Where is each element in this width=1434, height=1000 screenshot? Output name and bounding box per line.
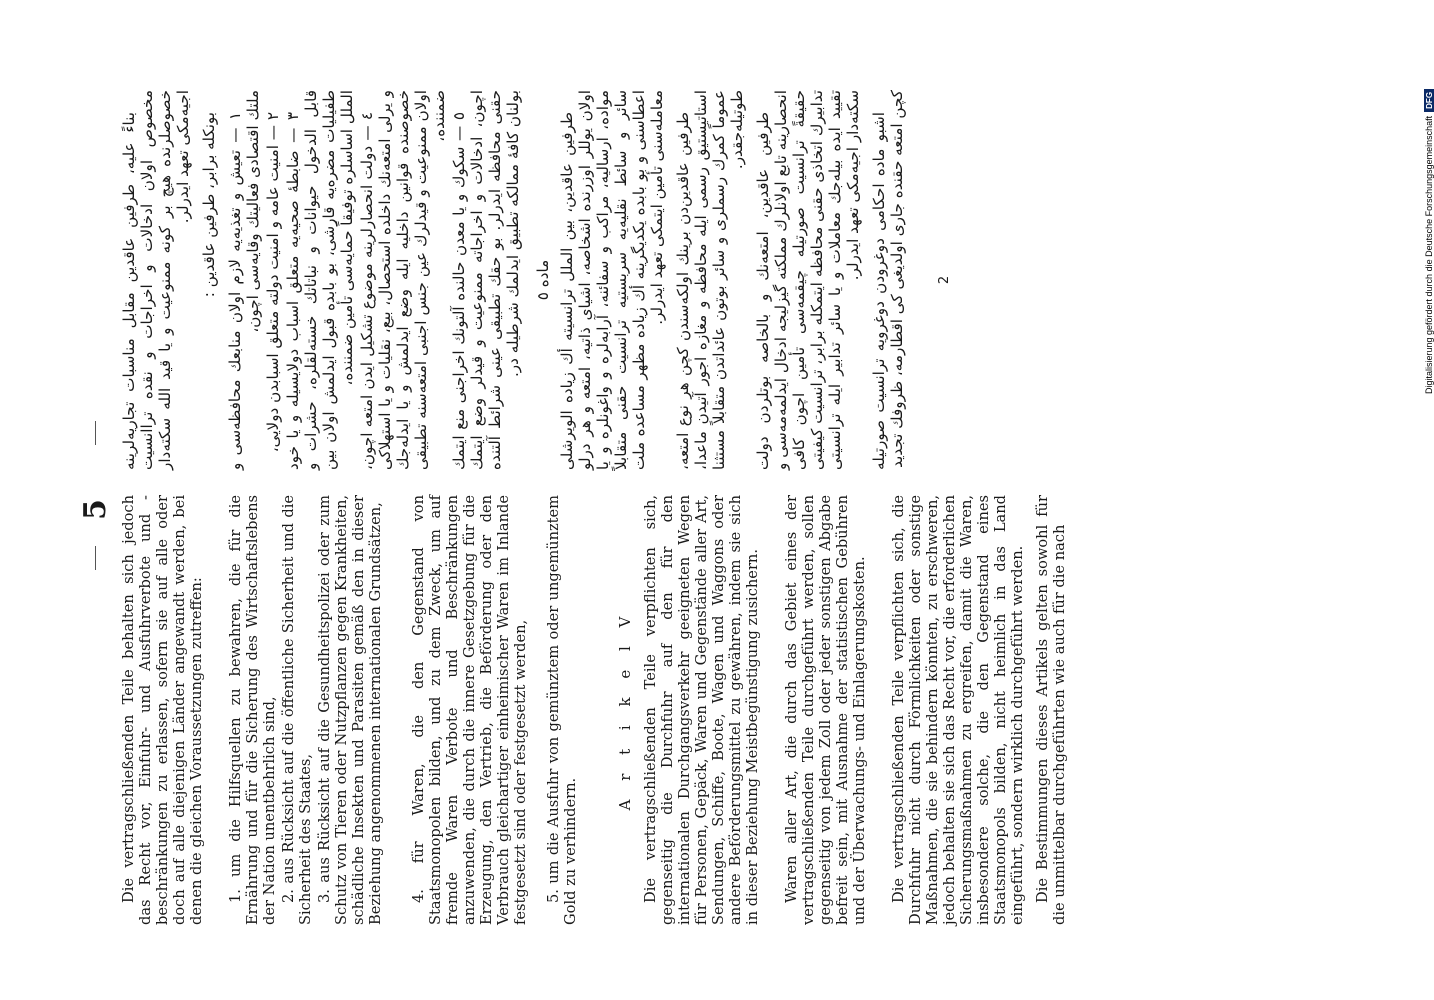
turkish-art5-para-2: طرفين عاقدين‌دن برينك اولكه‌سندن كچن هر نوع امتعه، استاتيستيق رسمى ايله محافظه و مغازه اجور آتيدن ماعدا، عموماً كمرك رسملرى و سائر بوتون عائداتدن متقابلاً مستثنا طوتيله‌جقدر. [674,90,746,470]
turkish-item-1: ١ — تعيش و تغذيه‌يه لازم اولان منابعك محافظه‌سى و ملتك اقتصادى فعاليتك وقايه‌سى اچون، [226,90,262,470]
header-dash-right [95,421,96,445]
turkish-item-5: ٥ — سكوك و يا معدن حالنده آلتونك اخراجنى منع ايتمك اچون، ادخالات و اخراجاته ممنوعيت و قيدلر وضع ايتمك حقنى محافظه ايدرلر. بو حقك تطبيقى عينى شرائط آلتنده بولنان كافهٔ ممالكه تطبيق ايدلمك شرطيله در. [450,90,522,470]
dfg-logo-icon: DFG [1424,89,1434,112]
digitization-credit [1423,6,1434,394]
turkish-item-4: ٤ — دولت انحصارلرينه موضوع تشكيل ايدن امتعه اچون، و يرلى امتعه‌نك داخلده استحصال، بيع، نقليات و يا استهلاكى خصوصنده قوانين داخليه ايله وضع ايدلمش و يا ايدلەجك اولان ممنوعيت و قيدلرك عين جنس اجنبى امتعه‌سنه تطبيقى ضمننده، [358,90,448,470]
spacer [213,495,227,925]
german-item-5: 5. um die Ausfuhr von gemünztem oder ungemünztem Gold zu verhindern. [545,495,579,925]
turkish-item-3: ٣ — ضابطهٔ صحيه‌يه متعلق اسباب دولايسيله و يا خود قابل الدخول حيوانات و نباتاتك خسته‌لقلره، حشرات و طفيليات مضره‌يه قارشى، بو بابده قبول ايدلمش اولان بين الملل اساسلره توفيقاً حمايه‌سى تأمين ضمننده، [284,90,356,470]
page-number: 5 [78,499,113,520]
german-art5-para-3: Die vertragschließenden Teile verpflichten sich, die Durchfuhr nicht durch Förmlichkeiten oder sonstige Maßnahmen, die sie behindern könnten, zu erschweren, jedoch behalten sie sich das Recht vor, die erforderlichen Sicherungsmaßnahmen zu ergreifen, damit die Waren, insbesondere solche, die den Gegenstand eines Staatsmonopols bilden, nicht heimlich in das Land eingeführt, sondern wirklich durchgeführt werden. [890,495,1026,925]
spacer [876,495,890,925]
turkish-item-2: ٢ — امنيت عامه و امنيت دولته متعلق اسبابدن دولايى، [264,112,282,453]
german-art5-para-4: Die Bestimmungen dieses Artikels gelten sowohl für die unmittelbar durchgeführten wie auch für die nach [1034,495,1068,925]
spacer [769,495,783,925]
footnote-number: 2 [937,275,952,285]
credit-text: Digitalisierung gefördert durch die Deutsche Forschungsgemeinschaft [1424,115,1434,394]
german-item-4: 4. für Waren, die den Gegenstand von Staatsmonopolen bilden, und zu dem Zweck, um auf fremde Waren Verbote und Beschränkungen anzuwenden, die durch die innere Gesetzgebung für die Erzeugung, den Vertrieb, die Beförderung oder den Verbrauch gleichartiger einheimischer Waren im Inlande festgesetzt sind oder festgesetzt werden, [410,495,529,925]
german-column [120,495,1076,925]
german-item-3: 3. aus Rücksicht auf die Gesundheitspolizei oder zum Schutz von Tieren oder Nutzpflanzen gegen Krankheiten, schädliche Insekten und Parasiten gemäß den in dieser Beziehung angenommenen internationalen Grundsätzen, [316,495,384,925]
turkish-lead: بونكله برابر، طرفين عاقدين : [200,112,218,298]
turkish-art5-para-3: طرفين عاقدين، امتعه‌نك و بالخاصه بوتلردن دولت انحصارينه تابع اولانلرك مملكته گيزليجه ادخال ايدلمه‌مه‌سى و حقيقةً ترانسيت صورتيله چيقمه‌سى تأمين اچون كافى تدابيرك اتخاذى حقنى محافظه ايتمكله برابر، ترانسيت كيفيتى تقييد ايده بيله‌جك معاملات و يا سائر تدابير ايله ترانسيتى سكته‌دار اجيه‌مكى تعهد ايدرلر. [754,90,862,470]
turkish-column [120,90,952,470]
german-item-2: 2. aus Rücksicht auf die öffentliche Sicherheit und die Sicherheit des Staates, [280,495,314,925]
german-art5-para-1: Die vertragschließenden Teile verpflichten sich, gegenseitig die Durchfuhr auf den für den internationalen Durchgangsverkehr geeigneten Wegen für Personen, Gepäck, Waren und Gegenstände aller Art, Sendungen, Schiffe, Boote, Wagen und Waggons oder andere Beförderungsmittel zu gewähren, indem sie sich in dieser Beziehung Meistbegünstigung zusichern. [642,495,761,925]
german-intro: Die vertragschließenden Teile behalten sich jedoch das Recht vor, Einfuhr- und Ausfuhrverbote und -beschränkungen zu erlassen, sofern sie auf alle oder doch auf alle diejenigen Länder angewandt werden, bei denen die gleichen Voraussetzungen zutreffen: [120,495,205,925]
german-item-1: 1. um die Hilfsquellen zu bewahren, die für die Ernährung und für die Sicherung des Wirtschaftslebens der Nation unentbehrlich sind, [227,495,278,925]
header-dash-left [95,546,96,570]
madde-title: ماده ٥ [534,259,552,301]
spacer [581,495,605,925]
article-title: A r t i k e l V [616,609,634,811]
german-art5-para-2: Waren aller Art, die durch das Gebiet eines der vertragschließenden Teile durchgeführt werden, sollen gegenseitig von jedem Zoll oder jeder sonstigen Abgabe befreit sein, mit Ausnahme der statistischen Gebühren und der Überwachungs- und Einlagerungskosten. [783,495,868,925]
spacer [531,495,545,925]
spacer [386,495,410,925]
document-page [70,70,1400,950]
turkish-art5-para-1: طرفين عاقدين، بين الملل ترانسيته أك زياده الويرشلى اولان يوللر اوزرنده اشخاصه، اشياى ذاتيه، امتعه و هر درلو مواده، ارساليه، مراكب و سفائنه، آرابه‌لره و واغونلره و يا سائر و سائط نقليه‌يه سربستيه ترانسيت حقنى متقابلاً اعطاسنى و بو بابده يكديگرينه أك زياده مظهر مساعده ملت معامله‌سنى تأمين ايتمكى تعهد ايدرلر. [558,90,666,470]
turkish-art5-para-4: اشبو ماده احكامى دوغرودن دوغرويه ترانسيت صورتيله كچن امتعه حقنده جارى اولديغى كى اقطارمه، ظروفك تجديد [870,90,906,470]
turkish-intro: بناءً عليه، طرفين عاقدين مقابل مناسبات تجاريه‌لرينه مخصوص اولان ادخالات و اخراجات و نقده تراانسيت خصوصلرنده هيچ بر كونه ممنوعيت و يا قيد الله سكته‌دار اجيه‌مكى تعهد ايدرلر. [120,90,192,470]
